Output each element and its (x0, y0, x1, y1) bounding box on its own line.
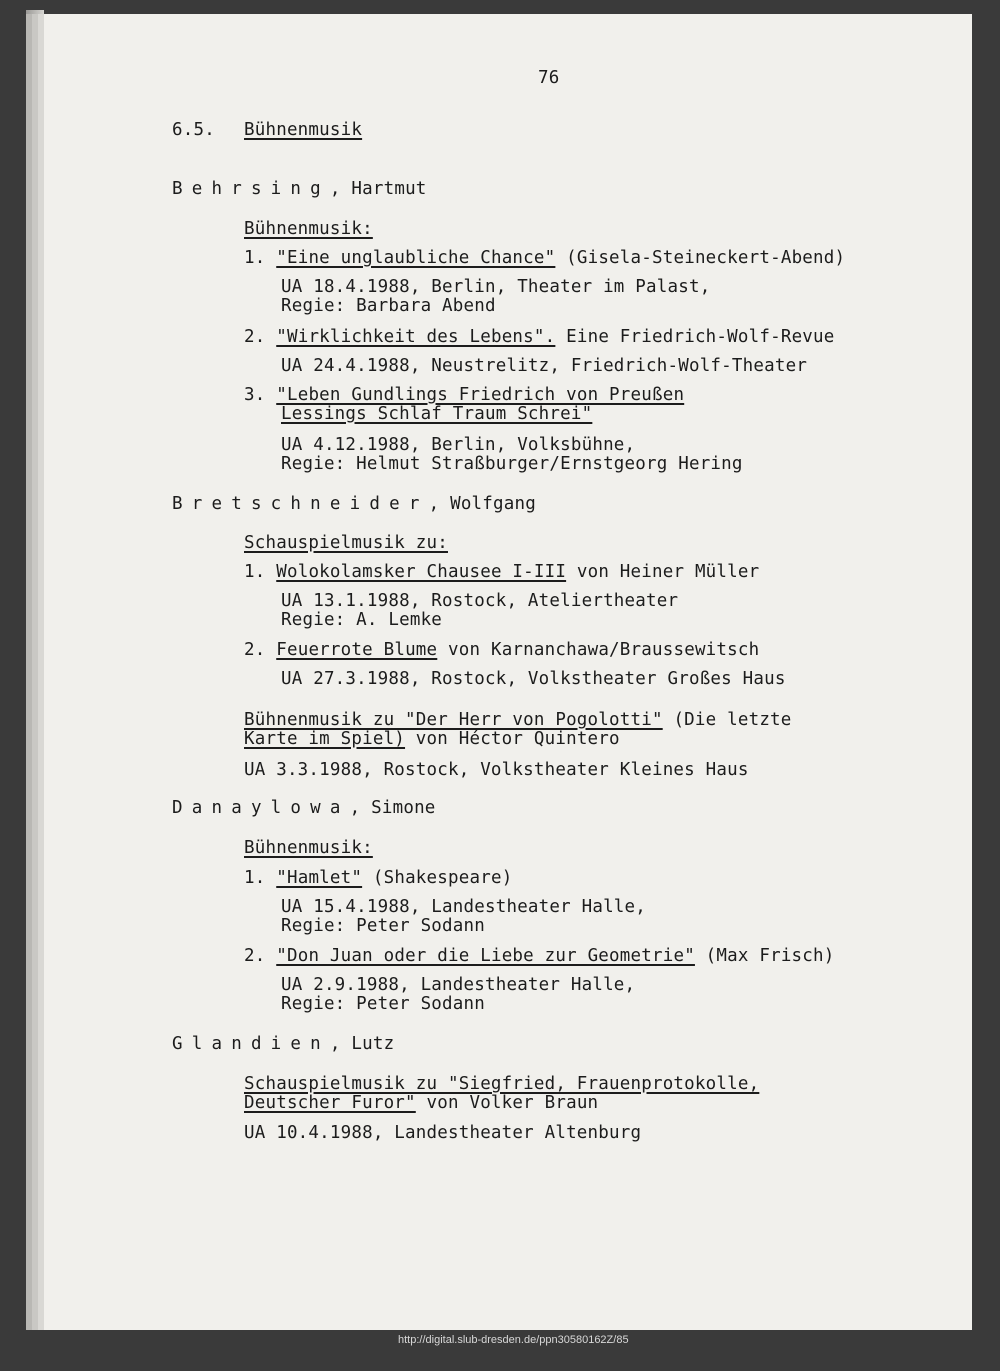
work-item (244, 248, 845, 268)
composer-separator: , (428, 494, 440, 514)
category-label: Schauspielmusik zu: (244, 533, 448, 553)
composer-heading (172, 494, 536, 514)
work-title-continued: Lessings Schlaf Traum Schrei" (281, 404, 593, 424)
performance-line: UA 3.3.1988, Rostock, Volkstheater Kleines Haus (244, 760, 749, 780)
performance-line: UA 18.4.1988, Berlin, Theater im Palast, (281, 277, 711, 297)
work-item (244, 562, 759, 582)
extra-work (244, 710, 792, 730)
composer-firstname: Wolfgang (450, 494, 536, 514)
category-label: Bühnenmusik: (244, 219, 373, 239)
category-continued (244, 1093, 598, 1113)
category-label-continued: Deutscher Furor" (244, 1093, 416, 1113)
work-note: von Héctor Quintero (405, 729, 620, 749)
performance-line: UA 24.4.1988, Neustrelitz, Friedrich-Wolf-Theater (281, 356, 808, 376)
performance-line: UA 27.3.1988, Rostock, Volkstheater Großes Haus (281, 669, 786, 689)
work-note: (Shakespeare) (362, 868, 513, 888)
composer-separator: , (349, 798, 361, 818)
work-title: "Hamlet" (276, 868, 363, 888)
composer-separator: , (329, 179, 341, 199)
footer-url: http://digital.slub-dresden.de/ppn30580162Z/85 (398, 1334, 629, 1346)
work-item (244, 868, 512, 888)
work-title-continued: Karte im Spiel) (244, 729, 406, 749)
composer-heading (172, 798, 436, 818)
section-number: 6.5. (172, 120, 215, 140)
work-title: "Don Juan oder die Liebe zur Geometrie" (276, 946, 695, 966)
work-title: Bühnenmusik zu "Der Herr von Pogolotti" (244, 710, 663, 730)
work-title: "Leben Gundlings Friedrich von Preußen (276, 385, 685, 405)
performance-line: UA 2.9.1988, Landestheater Halle, (281, 975, 636, 995)
performance-line: Regie: Peter Sodann (281, 916, 485, 936)
work-note: (Die letzte (662, 710, 792, 730)
work-number: 1. (244, 868, 266, 888)
work-note: von Karnanchawa/Braussewitsch (437, 640, 760, 660)
composer-firstname: Simone (371, 798, 436, 818)
composer-firstname: Lutz (351, 1034, 395, 1054)
book-spine (26, 10, 44, 1336)
work-note: (Gisela-Steineckert-Abend) (555, 248, 846, 268)
performance-line: UA 4.12.1988, Berlin, Volksbühne, (281, 435, 636, 455)
performance-line: UA 15.4.1988, Landestheater Halle, (281, 897, 647, 917)
composer-surname: Bretschneider (172, 494, 429, 514)
extra-work-continued (244, 729, 620, 749)
work-note: Eine Friedrich-Wolf-Revue (555, 327, 835, 347)
work-title: "Eine unglaubliche Chance" (276, 248, 556, 268)
work-number: 1. (244, 562, 266, 582)
work-number: 2. (244, 946, 266, 966)
work-item (244, 946, 835, 966)
composer-surname: Behrsing (172, 179, 330, 199)
performance-line: UA 10.4.1988, Landestheater Altenburg (244, 1123, 642, 1143)
composer-heading (172, 179, 427, 199)
category-label: Schauspielmusik zu "Siegfried, Frauenprotokolle, (244, 1074, 760, 1094)
page-number: 76 (538, 68, 560, 88)
category-label: Bühnenmusik: (244, 838, 373, 858)
work-number: 2. (244, 640, 266, 660)
work-note: von Heiner Müller (566, 562, 760, 582)
performance-line: Regie: Peter Sodann (281, 994, 485, 1014)
performance-line: Regie: A. Lemke (281, 610, 443, 630)
composer-separator: , (329, 1034, 341, 1054)
composer-firstname: Hartmut (351, 179, 427, 199)
work-title: Wolokolamsker Chausee I-III (276, 562, 567, 582)
work-number: 1. (244, 248, 266, 268)
composer-surname: Glandien (172, 1034, 330, 1054)
composer-surname: Danaylowa (172, 798, 350, 818)
performance-line: Regie: Helmut Straßburger/Ernstgeorg Hering (281, 454, 743, 474)
performance-line: UA 13.1.1988, Rostock, Ateliertheater (281, 591, 679, 611)
work-note: (Max Frisch) (694, 946, 835, 966)
section-title: Bühnenmusik (244, 120, 363, 140)
work-title: Feuerrote Blume (276, 640, 438, 660)
work-title: "Wirklichkeit des Lebens". (276, 327, 556, 347)
work-number: 2. (244, 327, 266, 347)
work-item (244, 327, 835, 347)
composer-heading (172, 1034, 394, 1054)
performance-line: Regie: Barbara Abend (281, 296, 496, 316)
work-number: 3. (244, 385, 266, 405)
work-note: von Volker Braun (415, 1093, 599, 1113)
work-item (244, 640, 759, 660)
work-item (244, 385, 684, 405)
